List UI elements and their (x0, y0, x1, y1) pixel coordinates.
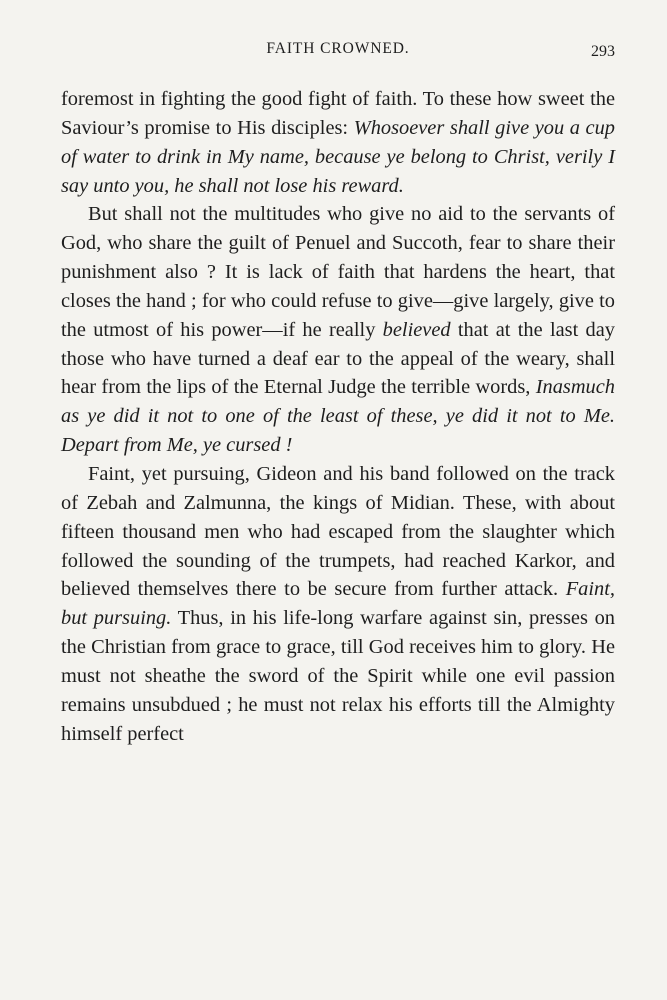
paragraph-2 (61, 200, 615, 460)
text-segment: Thus, in his life-long warfare against sin, presses on the Christian from grace to grace, till God receives him to glory. He must not sheathe the sword of the Spirit while one evil passion remains unsubdued ; he must not relax his efforts till the Almighty himself perfect (61, 607, 615, 745)
text-segment: that at the last day those who have turned a deaf ear to the appeal of the weary, shall hear from the lips of the Eternal Judge the terrible words, (61, 318, 615, 399)
italic-text-segment: believed (382, 318, 451, 341)
running-title: FAITH CROWNED. (266, 40, 410, 57)
text-segment: But shall not the multitudes who give no aid to the servants of God, who share the guilt of Penuel and Succoth, fear to share their punishment also ? It is lack of faith that hardens the heart, that closes the hand ; for who could refuse to give—give largely, give to the utmost of his power—if he really (61, 203, 615, 341)
italic-text-segment: Faint, but pursuing. (61, 578, 615, 630)
text-segment: Faint, yet pursuing, Gideon and his band followed on the track of Zebah and Zalmunna, the kings of Midian. These, with about fifteen thousand men who had escaped from the slaughter which followed the sounding of the trumpets, had reached Karkor, and believed themselves there to be secure from further attack. (61, 462, 615, 601)
paragraph-1 (61, 85, 615, 200)
paragraph-3 (61, 460, 615, 748)
italic-text-segment: Inasmuch as ye did it not to one of the least of these, ye did it not to Me. Depart from Me, ye cursed ! (61, 376, 615, 457)
italic-text-segment: Whosoever shall give you a cup of water to drink in My name, because ye belong to Christ, verily I say unto you, he shall not lose his reward. (61, 116, 615, 197)
page-number: 293 (591, 43, 615, 60)
page-header (61, 40, 615, 70)
text-segment: foremost in fighting the good fight of faith. To these how sweet the Saviour’s promise to His disciples: (61, 88, 615, 139)
body-text (61, 85, 615, 748)
